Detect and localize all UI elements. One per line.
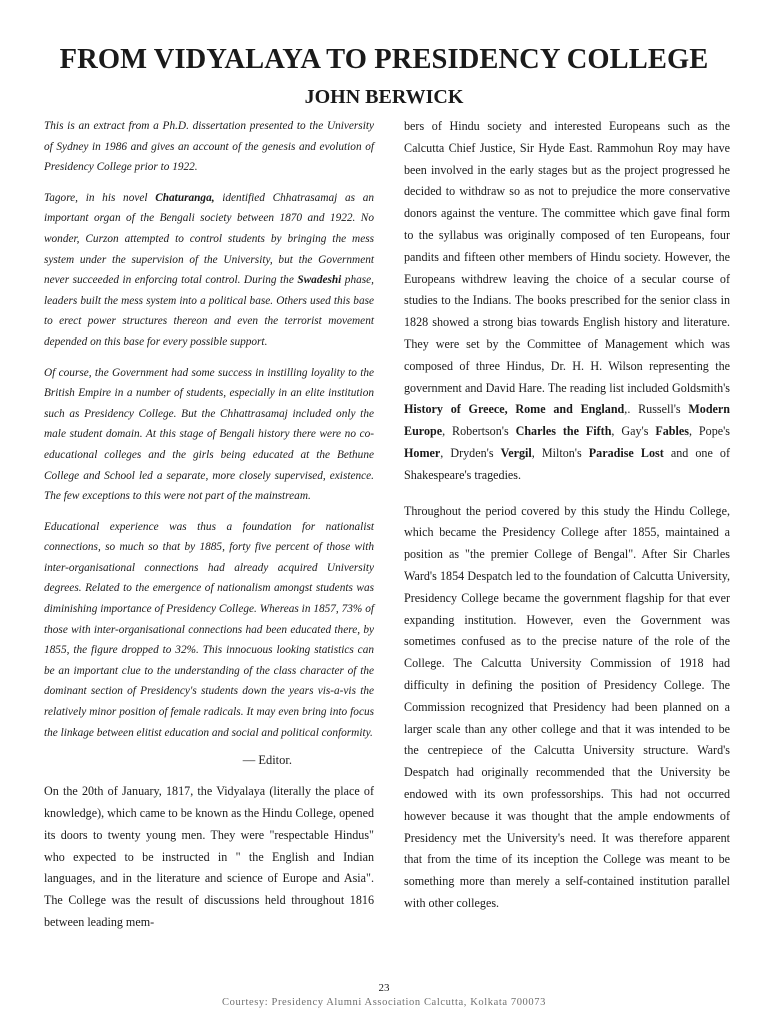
text-run: and one of Shakespeare's tragedies.: [404, 445, 730, 482]
page-number: 23: [378, 982, 390, 994]
intro-paragraph-2: [44, 188, 374, 353]
text-run: , Milton's: [531, 445, 589, 460]
text-run: , Dryden's: [440, 445, 501, 460]
book-title: Paradise Lost: [588, 445, 664, 460]
text-run: bers of Hindu society and interested Europeans such as the Calcutta Chief Justice, Sir Hyde East. Rammohun Roy may have been involved in the early stages but as the project progressed he decided to withdraw so as not to prejudice the more conservative donors against the venture. The committee which gave final form to the syllabus was originally composed of ten Europeans, four pandits and fifteen other members of Hindu society. However, the Europeans withdrew leaving the choice of a secular course of studies to the Indians. The books prescribed for the senior class in 1828 showed a strong bias towards English history and literature. They were set by the Committee of Management which was composed of three Hindus, Dr. H. H. Wilson representing the government and David Hare. The reading list included Goldsmith's: [404, 119, 730, 395]
text-run: phase, leaders built the mess system into a political base. Others used this base to erect power structures thereon and even the terrorist movement depended on this base for every possible support.: [44, 274, 374, 348]
left-column: [44, 116, 374, 934]
right-column: [404, 116, 730, 915]
swadeshi-term: Swadeshi: [297, 274, 342, 287]
text-run: , Gay's: [611, 424, 656, 439]
intro-paragraph-1: This is an extract from a Ph.D. dissertation presented to the University of Sydney in 1986 and gives an account of the genesis and evolution of Presidency College prior to 1922.: [44, 120, 374, 174]
text-run: Tagore, in his novel: [44, 191, 156, 204]
text-run: , Pope's: [688, 424, 730, 439]
body-paragraph-2: [404, 116, 730, 487]
courtesy-footer: Courtesy: Presidency Alumni Association Calcutta, Kolkata 700073: [222, 997, 546, 1008]
text-run: , Robertson's: [442, 424, 516, 439]
book-title: Charles the Fifth: [515, 424, 612, 439]
book-title: Vergil: [500, 445, 532, 460]
book-title: Homer: [404, 445, 441, 460]
book-title: Modern Europe: [404, 402, 731, 439]
text-run: ,. Russell's: [624, 402, 689, 417]
book-title: History of Greece, Rome and England: [404, 402, 625, 417]
intro-paragraph-3: Of course, the Government had some success in instilling loyality to the British Empire in a number of students, especially in an elite institution such as Presidency College. But the Chhattrasamaj included only the male student domain. At this stage of Bengali history there were no co-educational colleges and the girls being educated at the Bethune College and School led a separate, more closely supervised, existence. The few exceptions to this were not part of the mainstream.: [44, 366, 374, 503]
text-run: identified Chhatrasamaj as an important organ of the Bengali society between 1870 and 1922. No wonder, Curzon attempted to control students by bringing the mess system under the supervision of the University, but the Government never succeeded in enforcing total control. During the: [44, 191, 374, 287]
body-paragraph-3: Throughout the period covered by this study the Hindu College, which became the Presidency College after 1855, maintained a position as "the premier College of Bengal". After Sir Charles Ward's 1854 Despatch led to the foundation of Calcutta University, Presidency College became the government flagship for that ever expanding institution. However, even the Government was sometimes confused as to the precise nature of the role of the College. The Calcutta University Commission of 1918 had difficulty in defining the position of Presidency College. The Commission recognized that Presidency had been planned on a larger scale than any other college and that it was intended to be the centrepiece of the Calcutta University structure. Ward's Despatch had originally recommended that the University be endowed with its own professorships. This had not occurred however because it was thought that the ample endowments of Presidency met the University's need. It was therefore apparent that from the time of its inception the College was meant to be something more than merely a self-contained institution parallel with other colleges.: [404, 503, 730, 910]
editor-signature: — Editor.: [242, 753, 292, 768]
body-paragraph-1: On the 20th of January, 1817, the Vidyalaya (literally the place of knowledge), which came to be known as the Hindu College, opened its doors to twenty young men. They were "respectable Hindus" who expected to be instructed in " the English and Indian languages, and in the literature and science of Europe and Asia". The College was the result of discussions held throughout 1816 between leading mem-: [44, 784, 374, 929]
article-author: JOHN BERWICK: [304, 86, 464, 108]
intro-paragraph-4: Educational experience was thus a foundation for nationalist connections, so much so that by 1885, forty five percent of those with inter-organisational connections had already acquired University degrees. Related to the emergence of nationalism amongst students was diminishing importance of Presidency College. Whereas in 1857, 73% of those with inter-organisational connections had been educated there, by 1855, the figure dropped to 32%. This innocuous looking statistics can be an important clue to the understanding of the class character of the dominant section of Presidency's students down the years vis-a-vis the relatively minor position of female radicals. It may even bring into focus the linkage between elitist education and social and political conformity.: [44, 520, 374, 739]
novel-title: Chaturanga,: [155, 191, 215, 204]
article-title: FROM VIDYALAYA TO PRESIDENCY COLLEGE: [59, 44, 709, 75]
book-title: Fables: [655, 424, 689, 439]
